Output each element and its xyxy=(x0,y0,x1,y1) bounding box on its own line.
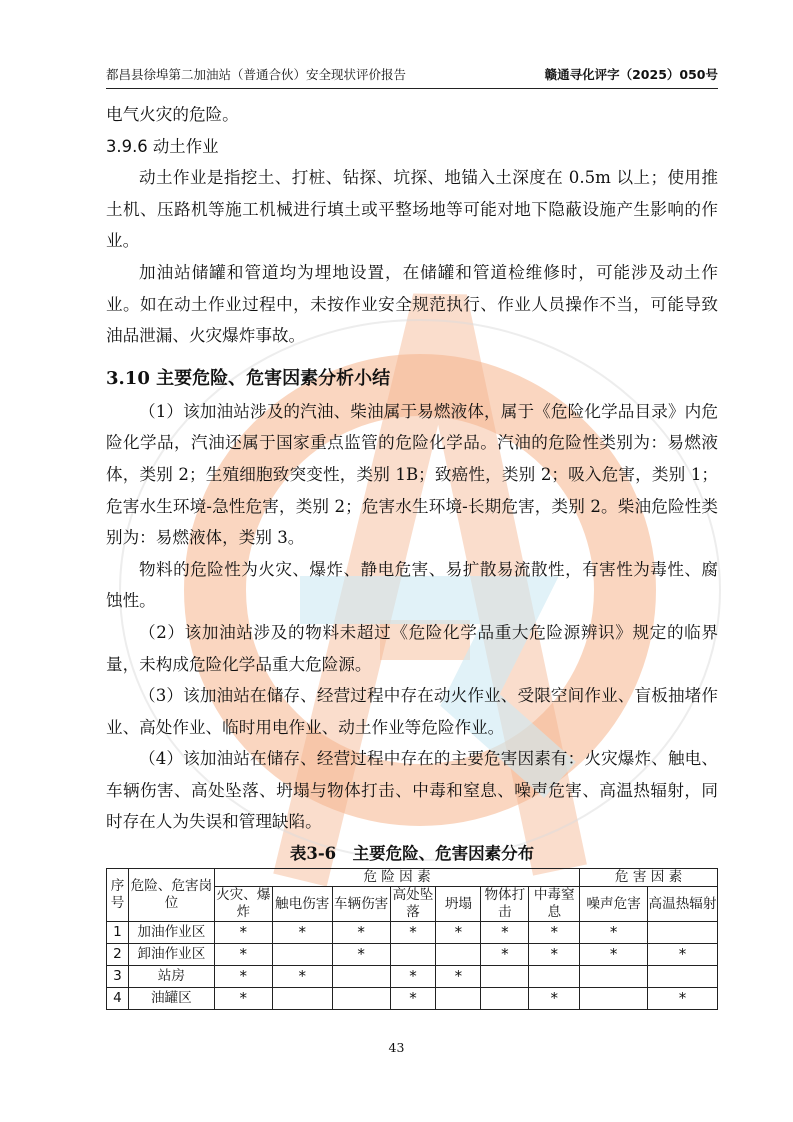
table-row xyxy=(107,922,718,944)
table-cell: * xyxy=(390,966,436,988)
table-cell: * xyxy=(529,922,580,944)
table-cell: * xyxy=(390,922,436,944)
paragraph-excavation-definition: 动土作业是指挖土、打桩、钻探、坑探、地锚入土深度在 0.5m 以上；使用推土机、压路机等施工机械进行填土或平整场地等可能对地下隐蔽设施产生影响的作业。 xyxy=(106,168,718,251)
table-cell xyxy=(529,966,580,988)
table-cell xyxy=(436,988,481,1010)
column-header: 高处坠落 xyxy=(390,887,436,922)
table-cell xyxy=(648,922,718,944)
row-position: 油罐区 xyxy=(128,988,214,1010)
table-cell: * xyxy=(214,988,272,1010)
table-cell: * xyxy=(580,944,648,966)
column-header: 火灾、爆炸 xyxy=(216,887,271,921)
row-index: 3 xyxy=(107,966,129,988)
table-cell: * xyxy=(332,922,390,944)
table-cell: * xyxy=(436,922,481,944)
table-cell xyxy=(580,988,648,1010)
table-cell: * xyxy=(580,922,648,944)
header-harm-group: 危 害 因 素 xyxy=(580,869,718,887)
summary-item-1-material: 物料的危险性为火灾、爆炸、静电危害、易扩散易流散性，有害性为毒性、腐蚀性。 xyxy=(106,559,718,611)
table-cell: * xyxy=(481,922,529,944)
report-number: 赣通寻化评字（2025）050号 xyxy=(544,67,718,82)
row-index: 4 xyxy=(107,988,129,1010)
table-caption: 表3-6 主要危险、危害因素分布 xyxy=(289,844,535,864)
table-cell: * xyxy=(272,966,332,988)
table-cell: * xyxy=(648,944,718,966)
table-cell xyxy=(436,944,481,966)
summary-item-1: （1）该加油站涉及的汽油、柴油属于易燃液体，属于《危险化学品目录》内危险化学品，汽油还属于国家重点监管的危险化学品。汽油的危险性类别为：易燃液体，类别 2；生殖细胞致突变性，类别 1B；致癌性，类别 2；吸入危害，类别 1；危害水生环境-急性危害，类别 2；危害水生环境-长期危害，类别 2。柴油危险性类别为：易燃液体，类别 3。 xyxy=(106,401,718,548)
summary-item-4: （4）该加油站在储存、经营过程中存在的主要危害因素有：火灾爆炸、触电、车辆伤害、高处坠落、坍塌与物体打击、中毒和窒息、噪声危害、高温热辐射，同时存在人为失误和管理缺陷。 xyxy=(106,749,718,832)
page-header xyxy=(106,62,718,89)
table-cell: * xyxy=(272,922,332,944)
column-header: 物体打击 xyxy=(481,887,529,922)
table-cell: * xyxy=(648,988,718,1010)
header-index: 序号 xyxy=(107,869,129,922)
table-cell xyxy=(332,988,390,1010)
table-cell xyxy=(272,944,332,966)
report-title: 都昌县徐埠第二加油站（普通合伙）安全现状评价报告 xyxy=(106,67,407,82)
table-row xyxy=(107,988,718,1010)
column-header: 中毒窒息 xyxy=(529,887,580,922)
header-danger-group: 危 险 因 素 xyxy=(214,869,579,887)
page-content xyxy=(106,99,718,1010)
table-cell xyxy=(648,966,718,988)
column-header: 触电伤害 xyxy=(272,887,332,922)
table-cell xyxy=(272,988,332,1010)
table-cell xyxy=(332,966,390,988)
row-position: 站房 xyxy=(128,966,214,988)
header-position: 危险、危害岗位 xyxy=(128,869,214,922)
row-position: 加油作业区 xyxy=(128,922,214,944)
row-position: 卸油作业区 xyxy=(128,944,214,966)
section-heading-3-10: 3.10 主要危险、危害因素分析小结 xyxy=(106,367,391,389)
column-header: 车辆伤害 xyxy=(332,887,390,922)
table-cell: * xyxy=(436,966,481,988)
table-cell: * xyxy=(214,966,272,988)
table-cell: * xyxy=(214,922,272,944)
table-cell: * xyxy=(481,944,529,966)
summary-item-3: （3）该加油站在储存、经营过程中存在动火作业、受限空间作业、盲板抽堵作业、高处作业、临时用电作业、动土作业等危险作业。 xyxy=(106,686,718,737)
hazard-distribution-table xyxy=(106,868,718,1010)
table-cell xyxy=(481,988,529,1010)
table-cell: * xyxy=(390,988,436,1010)
column-header: 噪声危害 xyxy=(580,887,648,922)
paragraph-continuation: 电气火灾的危险。 xyxy=(106,105,239,124)
paragraph-excavation-risk: 加油站储罐和管道均为埋地设置，在储罐和管道检维修时，可能涉及动土作业。如在动土作业过程中，未按作业安全规范执行、作业人员操作不当，可能导致油品泄漏、火灾爆炸事故。 xyxy=(106,262,718,346)
page-number: 43 xyxy=(388,1040,405,1055)
table-cell xyxy=(390,944,436,966)
table-cell: * xyxy=(529,988,580,1010)
table-cell: * xyxy=(332,944,390,966)
column-header: 坍塌 xyxy=(436,887,481,922)
table-cell: * xyxy=(529,944,580,966)
summary-item-2: （2）该加油站涉及的物料未超过《危险化学品重大危险源辨识》规定的临界量，未构成危险化学品重大危险源。 xyxy=(106,622,718,674)
row-index: 1 xyxy=(107,922,129,944)
row-index: 2 xyxy=(107,944,129,966)
table-row xyxy=(107,966,718,988)
table-cell xyxy=(580,966,648,988)
table-row xyxy=(107,944,718,966)
column-header: 高温热辐射 xyxy=(648,887,718,922)
section-heading-3-9-6: 3.9.6 动土作业 xyxy=(106,136,219,156)
table-cell: * xyxy=(214,944,272,966)
table-cell xyxy=(481,966,529,988)
